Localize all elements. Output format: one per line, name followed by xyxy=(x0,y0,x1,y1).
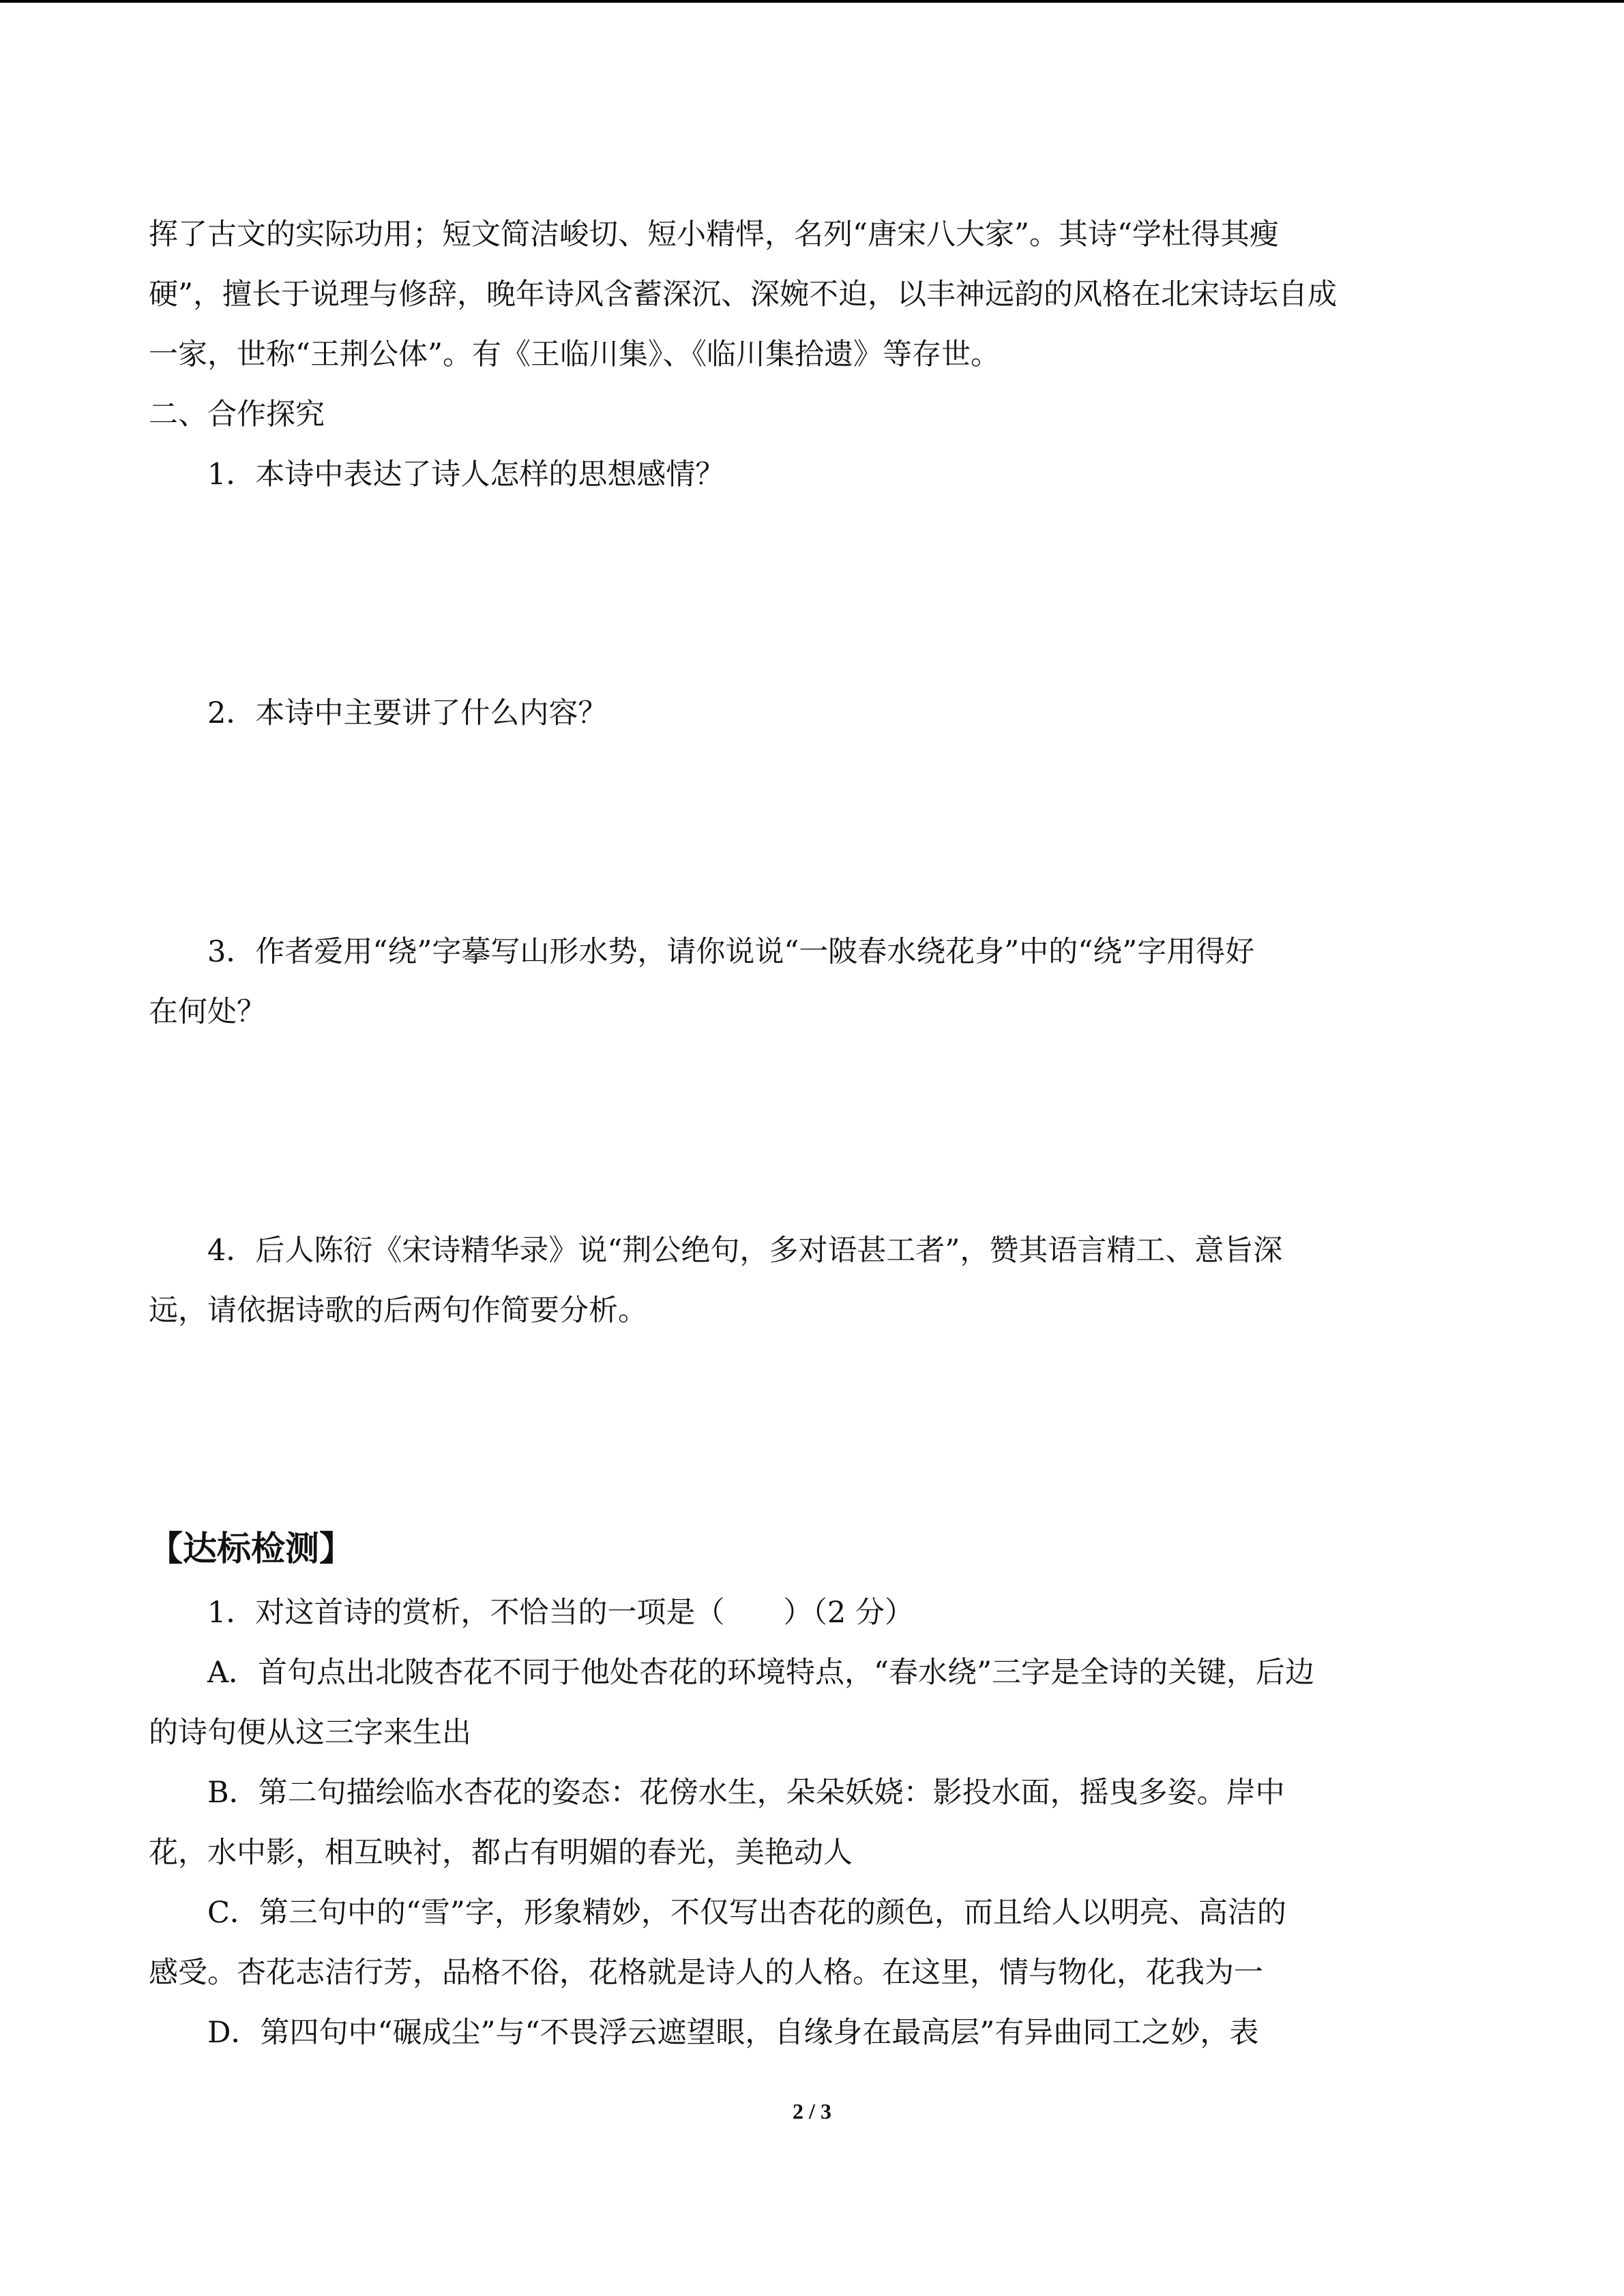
question-2 xyxy=(149,683,1479,743)
question-text-continued: 在何处？ xyxy=(149,995,266,1029)
test-section-heading: 【达标检测】 xyxy=(149,1529,353,1568)
option-d xyxy=(149,2003,1479,2063)
option-text-continued: 花，水中影，相互映衬，都占有明媚的春光，美艳动人 xyxy=(149,1836,853,1870)
option-text: D．第四句中“碾成尘”与“不畏浮云遮望眼，自缘身在最高层”有异曲同工之妙，表 xyxy=(207,2016,1259,2050)
intro-line: 硬”，擅长于说理与修辞，晚年诗风含蓄深沉、深婉不迫，以丰神远韵的风格在北宋诗坛自成 xyxy=(149,278,1337,312)
option-text: B．第二句描绘临水杏花的姿态：花傍水生，朵朵妖娆：影投水面，摇曳多姿。岸中 xyxy=(207,1776,1285,1810)
option-text-continued: 的诗句便从这三字来生出 xyxy=(149,1716,471,1750)
page-number: 2 / 3 xyxy=(793,2099,831,2123)
question-text: 4．后人陈衍《宋诗精华录》说“荆公绝句，多对语甚工者”，赞其语言精工、意旨深 xyxy=(207,1234,1283,1268)
test-question: 1．对这首诗的赏析，不恰当的一项是（ ）（2 分） xyxy=(207,1596,914,1630)
question-3 xyxy=(149,922,1479,1042)
question-1 xyxy=(149,445,1479,505)
answer-space xyxy=(149,1341,1479,1515)
question-4 xyxy=(149,1221,1479,1341)
answer-space xyxy=(149,1042,1479,1221)
cooperation-heading: 二、合作探究 xyxy=(149,398,325,432)
option-a xyxy=(149,1643,1479,1763)
intro-line: 一家，世称“王荆公体”。有《王临川集》、《临川集拾遗》等存世。 xyxy=(149,338,1000,372)
option-text: C．第三句中的“雪”字，形象精妙，不仅写出杏花的颜色，而且给人以明亮、高洁的 xyxy=(207,1896,1286,1930)
question-text-continued: 远，请依据诗歌的后两句作简要分析。 xyxy=(149,1294,647,1328)
author-intro-paragraph xyxy=(149,205,1479,385)
option-text-continued: 感受。杏花志洁行芳，品格不俗，花格就是诗人的人格。在这里，情与物化，花我为一 xyxy=(149,1956,1263,1990)
option-b xyxy=(149,1763,1479,1883)
answer-space xyxy=(149,743,1479,922)
top-border-rule xyxy=(0,0,1624,3)
option-c xyxy=(149,1883,1479,2003)
document-page xyxy=(149,205,1479,2063)
answer-space xyxy=(149,505,1479,683)
question-text: 1．本诗中表达了诗人怎样的思想感情？ xyxy=(207,458,725,492)
question-text: 2．本诗中主要讲了什么内容？ xyxy=(207,696,608,730)
intro-line: 挥了古文的实际功用；短文简洁峻切、短小精悍，名列“唐宋八大家”。其诗“学杜得其瘦 xyxy=(149,218,1279,252)
question-text: 3．作者爱用“绕”字摹写山形水势，请你说说“一陂春水绕花身”中的“绕”字用得好 xyxy=(207,935,1255,969)
option-text: A．首句点出北陂杏花不同于他处杏花的环境特点，“春水绕”三字是全诗的关键，后边 xyxy=(207,1656,1315,1690)
